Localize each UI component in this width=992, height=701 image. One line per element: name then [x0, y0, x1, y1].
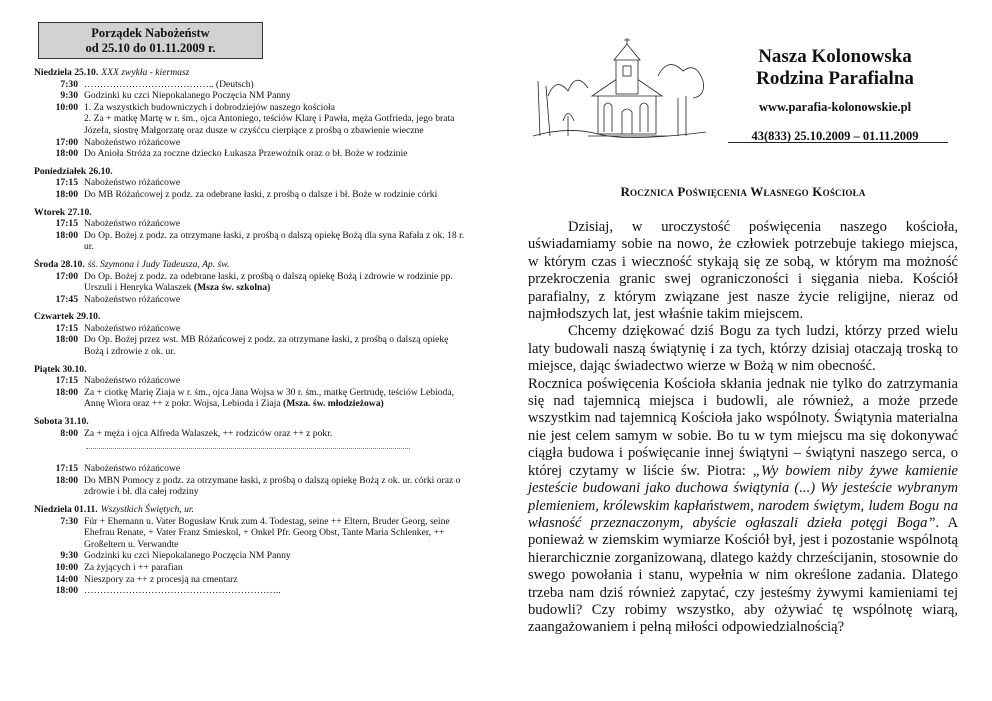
entry-intention: [84, 516, 470, 551]
entry-text: Godzinki ku czci Niepokalanego Poczęcia NM Panny: [84, 550, 291, 562]
schedule-day: [34, 259, 470, 305]
day-feast: XXX zwykła - kiermasz: [101, 67, 190, 78]
entry-text: Do MB Różańcowej z podz. za odebrane łaski, z prośbą o dalsze i bł. Boże w rodzinie córki: [84, 188, 438, 200]
entry-text: Do MBN Pomocy z podz. za otrzymane łaski, z prośbą o dalszą opiekę Bożą z ok. ur. córki oraz o zdrowie i bł. dla całej rodziny: [84, 474, 461, 498]
entry-time: 9:30: [60, 90, 78, 102]
entry-intention: [84, 102, 470, 114]
parish-website-url[interactable]: www.parafia-kolonowskie.pl: [758, 100, 912, 114]
schedule-entry: [34, 113, 470, 136]
schedule-day: [34, 67, 470, 160]
entry-time: 17:15: [55, 177, 78, 189]
article-title: Rocznica Poświęcenia Własnego Kościoła: [620, 184, 866, 199]
schedule-entry: [34, 294, 470, 306]
entry-time: 18:00: [55, 188, 78, 200]
schedule-entry: [34, 562, 470, 574]
entry-time: 17:15: [55, 463, 78, 475]
day-heading: [34, 259, 470, 271]
entry-note: (Msza św. szkolna): [193, 282, 271, 294]
schedule-entry: [34, 79, 470, 91]
masthead-divider: [728, 142, 948, 143]
entry-text: Nieszpory za ++ z procesją na cmentarz: [84, 573, 238, 585]
entry-text: Nabożeństwo różańcowe: [84, 375, 181, 387]
masthead-title-line1: Nasza Kolonowska: [758, 46, 912, 67]
entry-time: 17:00: [55, 136, 78, 148]
schedule-entry: [34, 177, 470, 189]
day-name: Niedziela 01.11.: [34, 504, 98, 515]
entry-text: Nabożeństwo różańcowe: [84, 136, 181, 148]
article-paragraph-3-start: Rocznica poświęcenia Kościoła skłania jednak nie tylko do zatrzymania się nad tajemnicą miejsca i budowli, ale również, a może przede wszystkim nad tajemnicą Kościoła jako wspólnoty. Świątynia materialna nie jest celem samym w sobie. Bo tu w tym miejscu ma się dokonywać ciągła budowa i poświęcanie innej świątyni – świątyni naszego serca, o której czytamy w liście św. Piotra:: [528, 375, 958, 479]
schedule-entry: [34, 334, 470, 357]
schedule-day: [34, 504, 470, 597]
masthead-title-line2: Rodzina Parafialna: [756, 68, 914, 89]
entry-intention: [84, 294, 470, 306]
day-heading: [34, 166, 470, 178]
day-name: Środa 28.10.: [34, 258, 85, 270]
schedule-entry: [34, 230, 470, 253]
day-heading: [34, 416, 470, 428]
day-heading: [34, 67, 470, 79]
entry-time: 18:00: [55, 474, 78, 486]
schedule-header: [38, 22, 263, 59]
entry-intention: [84, 463, 470, 475]
entry-text: Nabożeństwo różańcowe: [84, 177, 181, 189]
schedule-entry: [34, 585, 470, 597]
entry-intention: [84, 585, 470, 597]
day-heading: [34, 207, 470, 219]
schedule-entry: [34, 90, 470, 102]
entry-text: Do Op. Bożej z podz. za otrzymane łaski, z prośbą o dalszą opiekę Bożą dla syna Rafała z ok. 18 r. ur.: [84, 229, 465, 253]
issue-number: 43(833) 25.10.2009 – 01.11.2009: [751, 129, 919, 143]
schedule-entry: [34, 387, 470, 410]
schedule-entry: [34, 218, 470, 230]
schedule-entry: [34, 271, 470, 294]
entry-time: 10:00: [55, 561, 78, 573]
entry-text: 1. Za wszystkich budowniczych i dobrodziejów naszego kościoła: [84, 101, 335, 113]
schedule-entry: [34, 463, 470, 475]
schedule-entry: [34, 148, 470, 160]
entry-text: Nabożeństwo różańcowe: [84, 463, 181, 475]
day-name: Piątek 30.10.: [34, 363, 87, 375]
entry-intention: [84, 562, 470, 574]
entry-text: ……………………………………………………..: [84, 585, 281, 597]
entry-intention: [84, 475, 470, 498]
schedule-days: [34, 67, 470, 597]
day-name: Poniedziałek 26.10.: [34, 165, 113, 177]
entry-intention: [84, 375, 470, 387]
church-illustration: [528, 36, 708, 148]
day-name: Niedziela 25.10.: [34, 67, 99, 78]
schedule-entry: [34, 189, 470, 201]
schedule-header-title: Porządek Nabożeństw: [91, 26, 210, 40]
schedule-entry: [34, 475, 470, 498]
schedule-header-dates: od 25.10 do 01.11.2009 r.: [85, 41, 216, 55]
entry-text: 2. Za + matkę Martę w r. śm., ojca Antoniego, teściów Klarę i Pawła, męża Gotfrieda, jego brata Józefa, siostrę Małgorzatę oraz dusze w czyśćcu cierpiące z prośbą o zbawienie wieczne: [84, 113, 455, 136]
scripture-quote: „Wy bowiem niby żywe kamienie jesteście budowani jako duchowa świątynia (...) Wy jesteście wybranym plemieniem, królewskim kapłaństwem, narodem świętym, ludem Bogu na własność przeznaczonym, abyście ogłaszali dzieła potęgi Boga”: [528, 462, 958, 531]
entry-text: Für + Ehemann u. Vater Bogusław Kruk zum 4. Todestag, seine ++ Eltern, Bruder Georg, seine Ehefrau Renate, + Vater Franz Smieskol, + Onkel Pfr. Georg Obst, Tante Maria Schlenker, ++ Großeltern u. Verwandte: [84, 515, 450, 550]
entry-time: 18:00: [55, 386, 78, 398]
day-feast: śś. Szymona i Judy Tadeusza, Ap. św.: [87, 258, 230, 270]
schedule-day: [34, 364, 470, 410]
article-paragraph-3: [528, 376, 958, 637]
day-name: Czwartek 29.10.: [34, 311, 101, 323]
entry-time: 18:00: [55, 585, 78, 597]
entry-intention: [84, 550, 470, 562]
entry-intention: [84, 79, 470, 91]
schedule-day: [34, 416, 470, 498]
entry-text: Do Op. Bożej z podz. za odebrane łaski, z prośbą o dalszą opiekę Bożą i zdrowie w rodzinie pp. Urszuli i Henryka Walaszek: [84, 270, 453, 294]
day-heading: [34, 504, 470, 516]
entry-text: Do Anioła Stróża za roczne dziecko Łukasza Przewoźnik oraz o bł. Boże w rodzinie: [84, 148, 408, 160]
schedule-entry: [34, 516, 470, 551]
entry-text: Nabożeństwo różańcowe: [84, 218, 181, 230]
schedule-day: [34, 311, 470, 357]
entry-intention: [84, 271, 470, 294]
entry-intention: [84, 90, 470, 102]
entry-intention: [84, 334, 470, 357]
schedule-entry: [34, 137, 470, 149]
entry-time: 14:00: [55, 573, 78, 585]
entry-text: Nabożeństwo różańcowe: [84, 322, 181, 334]
article-body: [528, 219, 958, 637]
entry-intention: [84, 189, 470, 201]
schedule-day: [34, 166, 470, 201]
entry-intention: [84, 230, 470, 253]
schedule-entry: [34, 550, 470, 562]
schedule-entry: [34, 323, 470, 335]
entry-intention: [84, 113, 470, 136]
entry-time: 17:45: [55, 293, 78, 305]
day-heading: [34, 311, 470, 323]
mass-schedule: [34, 22, 470, 603]
schedule-entry: [34, 375, 470, 387]
entry-text: Nabożeństwo różańcowe: [84, 293, 181, 305]
dotted-separator: [86, 447, 410, 449]
entry-intention: [84, 387, 470, 410]
entry-time: 18:00: [55, 334, 78, 346]
entry-time: 10:00: [55, 101, 78, 113]
schedule-entry: [34, 574, 470, 586]
entry-text: ………………………………….. (Deutsch): [84, 78, 254, 90]
day-feast: Wszystkich Świętych, ur.: [100, 504, 194, 515]
entry-intention: [84, 323, 470, 335]
entry-text: Do Op. Bożej przez wst. MB Różańcowej z podz. za otrzymane łaski, z prośbą o dalszą opiekę Bożą i zdrowie z ok. ur.: [84, 334, 449, 358]
day-name: Wtorek 27.10.: [34, 206, 92, 218]
article-paragraph-3-end: . A ponieważ w ziemskim wymiarze Kościół był, jest i pozostanie wspólnotą hierarchicznie zorganizowaną, dlatego każdy chrześcijanin, stosownie do swego powołania i stanu, wypełnia w nim określone zadania. Dlatego trzeba nam dziś również zapytać, czy jesteśmy żywymi kamieniami tej budowli? Czy robimy wszystko, aby ożywiać tę wspólnotę wiarą, zaangażowaniem i pełną miłości odpowiedzialnością?: [528, 514, 958, 636]
schedule-entry: [34, 102, 470, 114]
entry-time: 7:30: [60, 515, 78, 527]
entry-time: 17:00: [55, 270, 78, 282]
entry-text: Za żyjących i ++ parafian: [84, 561, 183, 573]
entry-intention: [84, 218, 470, 230]
day-name: Sobota 31.10.: [34, 416, 89, 428]
entry-intention: [84, 574, 470, 586]
entry-text: Za + ciotkę Marię Ziaja w r. śm., ojca Jana Wojsa w 30 r. śm., matkę Gertrudę, teściów Lebioda, Annę Wiora oraz ++ z pokr. Wojsa, Lebioda i Ziaja: [84, 386, 454, 410]
masthead: [725, 46, 945, 144]
entry-time: 17:15: [55, 375, 78, 387]
entry-note: (Msza. św. młodzieżowa): [283, 398, 384, 410]
entry-time: 8:00: [60, 427, 78, 439]
article-paragraph-1: Dzisiaj, w uroczystość poświęcenia naszego kościoła, uświadamiamy sobie na nowo, że człowiek potrzebuje takiego miejsca, w którym czas i wieczność stykają się ze sobą, w którym ma możność przekroczenia granic swej ograniczoności i sięgania nieba. Kościół parafialny, z którym związane jest nasze życie religijne, nieraz od najmłodszych lat, jest właśnie takim miejscem.: [528, 219, 958, 323]
entry-time: 17:15: [55, 322, 78, 334]
entry-text: Godzinki ku czci Niepokalanego Poczęcia NM Panny: [84, 90, 291, 102]
entry-intention: [84, 428, 470, 440]
entry-time: 17:15: [55, 218, 78, 230]
entry-time: 9:30: [60, 550, 78, 562]
entry-time: 18:00: [55, 229, 78, 241]
schedule-day: [34, 207, 470, 253]
article-paragraph-2: Chcemy dziękować dziś Bogu za tych ludzi, którzy przed wielu laty budowali naszą świątynię i za tych, którzy dzisiaj otaczają troską to miejsce, dając świadectwo wierze w Bożą w nim obecność.: [528, 323, 958, 375]
entry-intention: [84, 137, 470, 149]
schedule-entry: [34, 428, 470, 440]
entry-time: 18:00: [55, 148, 78, 160]
day-heading: [34, 364, 470, 376]
entry-intention: [84, 177, 470, 189]
entry-intention: [84, 148, 470, 160]
entry-text: Za + męża i ojca Alfreda Walaszek, ++ rodziców oraz ++ z pokr.: [84, 427, 333, 439]
entry-time: 7:30: [60, 78, 78, 90]
